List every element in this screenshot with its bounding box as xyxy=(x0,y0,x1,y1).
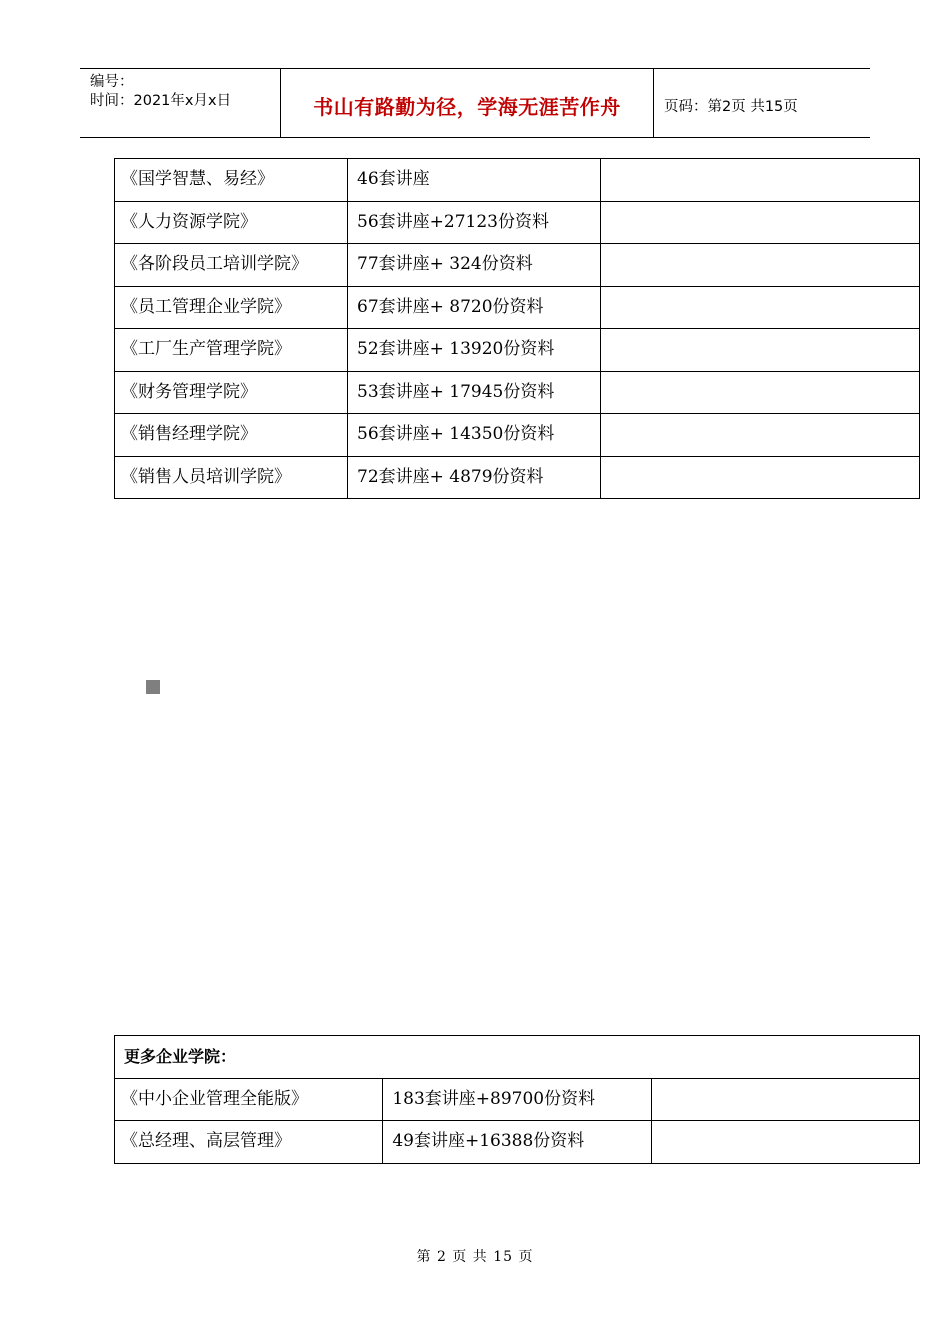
page-header xyxy=(80,68,870,138)
academy-note xyxy=(601,371,920,414)
table-row xyxy=(115,286,920,329)
academy-detail: 77套讲座+ 324份资料 xyxy=(348,244,601,287)
academy-detail: 46套讲座 xyxy=(348,159,601,202)
document-time-label: 时间：2021年x月x日 xyxy=(90,93,232,109)
academy-name: 《工厂生产管理学院》 xyxy=(115,329,348,372)
academy-detail: 52套讲座+ 13920份资料 xyxy=(348,329,601,372)
academy-name: 《销售经理学院》 xyxy=(115,414,348,457)
more-academies-caption: 更多企业学院： xyxy=(115,1036,920,1079)
more-academies-table xyxy=(114,1035,920,1164)
academy-name: 《中小企业管理全能版》 xyxy=(115,1078,383,1121)
academy-detail: 49套讲座+16388份资料 xyxy=(383,1121,651,1164)
academy-detail: 72套讲座+ 4879份资料 xyxy=(348,456,601,499)
academy-note xyxy=(651,1121,919,1164)
table-row xyxy=(115,1078,920,1121)
table-row xyxy=(115,329,920,372)
academy-note xyxy=(601,159,920,202)
academy-note xyxy=(601,456,920,499)
academy-detail: 56套讲座+ 14350份资料 xyxy=(348,414,601,457)
academy-name: 《各阶段员工培训学院》 xyxy=(115,244,348,287)
table-row xyxy=(115,371,920,414)
table-caption-row xyxy=(115,1036,920,1079)
academy-detail: 53套讲座+ 17945份资料 xyxy=(348,371,601,414)
header-page-number: 页码：第2页 共15页 xyxy=(664,98,798,115)
square-bullet-icon xyxy=(146,680,160,694)
academy-note xyxy=(601,329,920,372)
academy-name: 《销售人员培训学院》 xyxy=(115,456,348,499)
document-number-label: 编号： xyxy=(90,74,134,90)
academy-note xyxy=(651,1078,919,1121)
academy-detail: 56套讲座+27123份资料 xyxy=(348,201,601,244)
page-footer: 第 2 页 共 15 页 xyxy=(416,1249,534,1265)
academy-detail: 183套讲座+89700份资料 xyxy=(383,1078,651,1121)
table-row xyxy=(115,201,920,244)
academy-note xyxy=(601,286,920,329)
academy-table xyxy=(114,158,920,499)
academy-note xyxy=(601,414,920,457)
academy-name: 《员工管理企业学院》 xyxy=(115,286,348,329)
academy-name: 《国学智慧、易经》 xyxy=(115,159,348,202)
academy-name: 《总经理、高层管理》 xyxy=(115,1121,383,1164)
academy-note xyxy=(601,244,920,287)
header-meta xyxy=(80,69,281,137)
table-row xyxy=(115,244,920,287)
academy-name: 《财务管理学院》 xyxy=(115,371,348,414)
table-row xyxy=(115,159,920,202)
table-row xyxy=(115,414,920,457)
academy-note xyxy=(601,201,920,244)
table-row xyxy=(115,1121,920,1164)
table-row xyxy=(115,456,920,499)
academy-name: 《人力资源学院》 xyxy=(115,201,348,244)
header-motto: 书山有路勤为径，学海无涯苦作舟 xyxy=(281,69,654,137)
academy-detail: 67套讲座+ 8720份资料 xyxy=(348,286,601,329)
